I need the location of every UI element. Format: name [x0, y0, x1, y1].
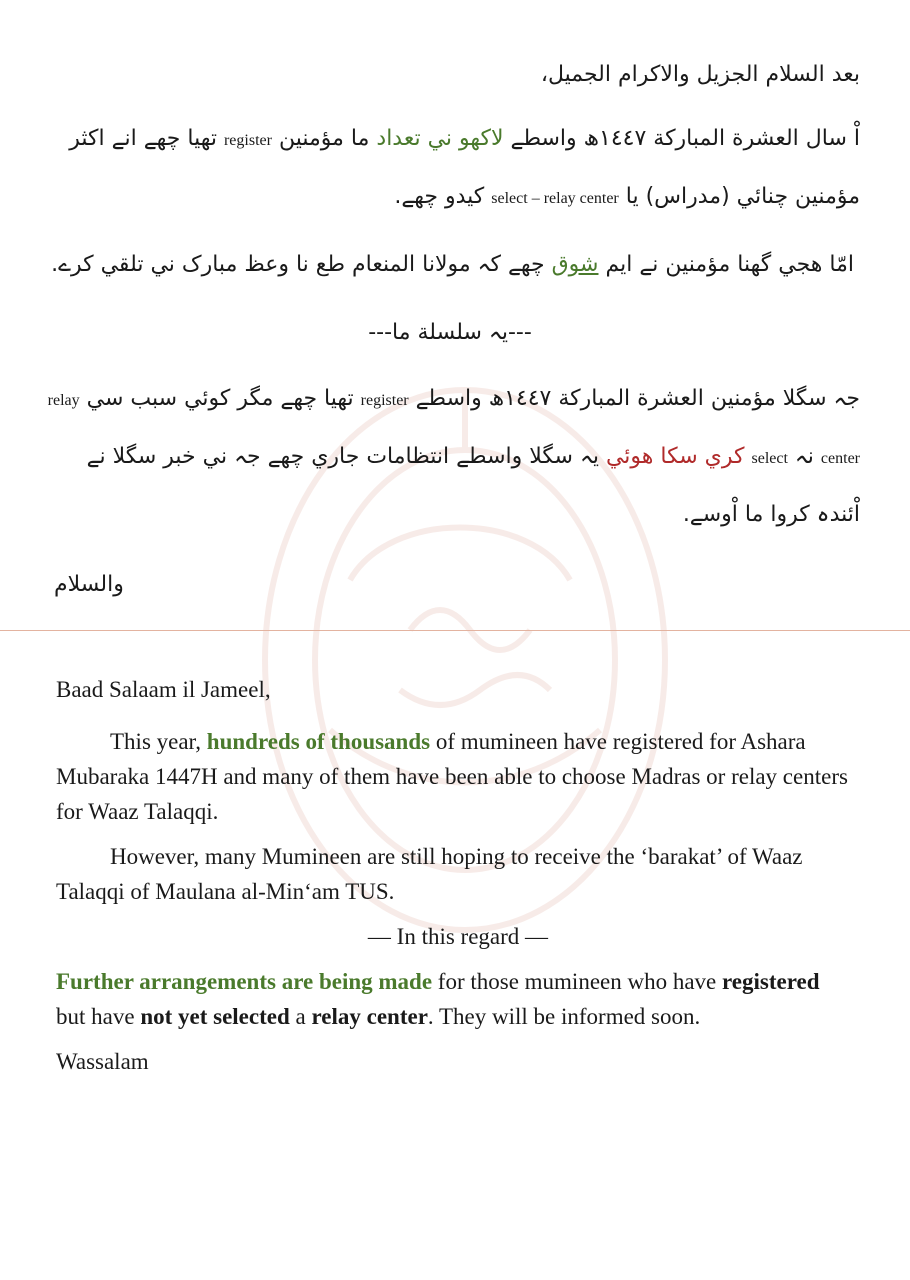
urdu-in-this-regard: ---يہ سلسلة ما---	[368, 320, 532, 345]
english-in-this-regard: — In this regard —	[367, 924, 549, 949]
section-divider	[0, 630, 910, 631]
english-bold-registered: registered	[722, 969, 820, 994]
english-highlight-hundreds-of-thousands: hundreds of thousands	[206, 729, 431, 754]
urdu-highlight-lakhs: لاکھو ني تعداد	[376, 126, 504, 151]
english-paragraph-2: However, many Mumineen are still hoping to receive the ‘barakat’ of Waaz Talaqqi of Maulana al-Min‘am TUS.	[56, 844, 803, 904]
urdu-paragraph-3: جہ سگلا مؤمنين العشرة المباركة ١٤٤٧ھ واسطے register تھيا چھے مگر کوئي سبب سي relay center نہ select کري سکا ھوئي يہ سگلا واسطے انتظامات جاري چھے جہ ني خبر سگلا نے اْئندہ کروا ما اْوسے.	[47, 386, 860, 527]
english-bold-relay-center: relay center	[311, 1004, 428, 1029]
urdu-highlight-not-selected: کري سکا ھوئي	[605, 444, 752, 469]
english-paragraph-1: This year, hundreds of thousands of mumineen have registered for Ashara Mubaraka 1447H and many of them have been able to choose Madras or relay centers for Waaz Talaqqi.	[56, 729, 848, 824]
english-paragraph-3: Further arrangements are being made for those mumineen who have registered but have not yet selected a relay center. They will be informed soon.	[56, 969, 820, 1029]
urdu-paragraph-2: امّا ھجي گھنا مؤمنين نے ايم شوق چھے کہ مولانا المنعام طع نا وعظ مبارک ني تلقي کرے.	[51, 252, 854, 277]
urdu-salutation: بعد السلام الجزيل والاكرام الجميل،	[540, 62, 860, 87]
english-salutation: Baad Salaam il Jameel,	[56, 677, 271, 702]
urdu-highlight-shauq: شوق	[551, 252, 599, 277]
urdu-paragraph-1: اْ سال العشرة المباركة ١٤٤٧ھ واسطے لاکھو ني تعداد ما مؤمنين register تھيا چھے انے اکثر مؤمنين چنائي (مدراس) يا relay center – select کيدو چھے.	[69, 126, 860, 209]
english-section	[56, 672, 850, 1079]
english-closing: Wassalam	[56, 1049, 149, 1074]
english-highlight-further-arrangements: Further arrangements are being made	[56, 969, 433, 994]
urdu-closing: والسلام	[54, 572, 124, 597]
english-bold-not-yet-selected: not yet selected	[140, 1004, 290, 1029]
urdu-section	[40, 55, 860, 605]
